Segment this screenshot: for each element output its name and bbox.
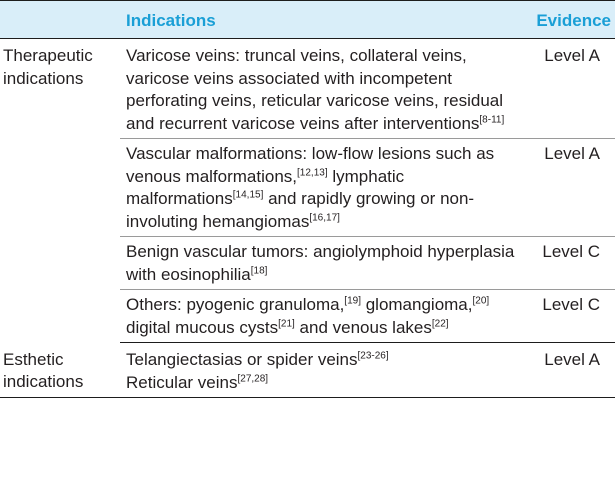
- evidence-level: Level A: [544, 46, 600, 65]
- evidence-level: Level C: [542, 242, 600, 261]
- reference-citation: [18]: [250, 264, 268, 276]
- table-header-row: [0, 1, 615, 39]
- table-row: [0, 343, 615, 398]
- evidence-level: Level C: [542, 295, 600, 314]
- indication-cell: [120, 290, 515, 343]
- evidence-level: Level A: [544, 144, 600, 163]
- indication-text: glomangioma,: [360, 295, 473, 314]
- indication-cell: [120, 39, 515, 139]
- indication-text: Varicose veins: truncal veins, collateral veins, varicose veins associated with incompetent perforating veins, reticular varicose veins, residual and recurrent varicose veins after interventions: [126, 46, 504, 133]
- indication-text: Telangiectasias or spider veins: [126, 350, 358, 369]
- table-row: [0, 39, 615, 139]
- indication-cell: [120, 237, 515, 290]
- indication-text: and rapidly growing or non-involuting hemangiomas: [126, 189, 475, 231]
- reference-citation: [23-26]: [357, 350, 389, 362]
- evidence-level-cell: [515, 139, 615, 237]
- evidence-level-cell: [515, 237, 615, 290]
- evidence-level: Level A: [544, 350, 600, 369]
- indication-text: and venous lakes: [294, 317, 432, 337]
- indication-cell: [120, 343, 515, 398]
- reference-citation: [16,17]: [309, 211, 340, 223]
- category-column-header: [0, 1, 120, 39]
- indication-text: Benign vascular tumors: angiolymphoid hyperplasia with eosinophilia: [126, 242, 515, 284]
- reference-citation: [8-11]: [479, 113, 505, 125]
- reference-citation: [12,13]: [297, 166, 328, 178]
- reference-citation: [20]: [472, 295, 490, 307]
- reference-citation: [21]: [278, 317, 295, 329]
- reference-citation: [27,28]: [237, 372, 269, 384]
- evidence-column-header: Evidence: [515, 1, 615, 39]
- indication-text: Vascular malformations: low-flow lesions such as venous malformations,: [126, 144, 495, 186]
- category-cell: [0, 343, 120, 398]
- evidence-level-cell: [515, 343, 615, 398]
- reference-citation: [19]: [344, 295, 361, 307]
- indication-cell: [120, 139, 515, 237]
- indication-text: Others: pyogenic granuloma,: [126, 295, 345, 314]
- indication-text: lymphatic malformations: [126, 166, 405, 208]
- category-label: Esthetic indications: [3, 349, 84, 391]
- indication-text: Reticular veins: [126, 372, 238, 392]
- indications-column-header: Indications: [120, 1, 515, 39]
- evidence-level-cell: [515, 290, 615, 343]
- category-label: Therapeutic indications: [3, 46, 93, 88]
- indication-text: digital mucous cysts: [126, 317, 279, 337]
- evidence-level-cell: [515, 39, 615, 139]
- reference-citation: [14,15]: [232, 189, 264, 201]
- category-cell: [0, 39, 120, 343]
- reference-citation: [22]: [431, 317, 449, 329]
